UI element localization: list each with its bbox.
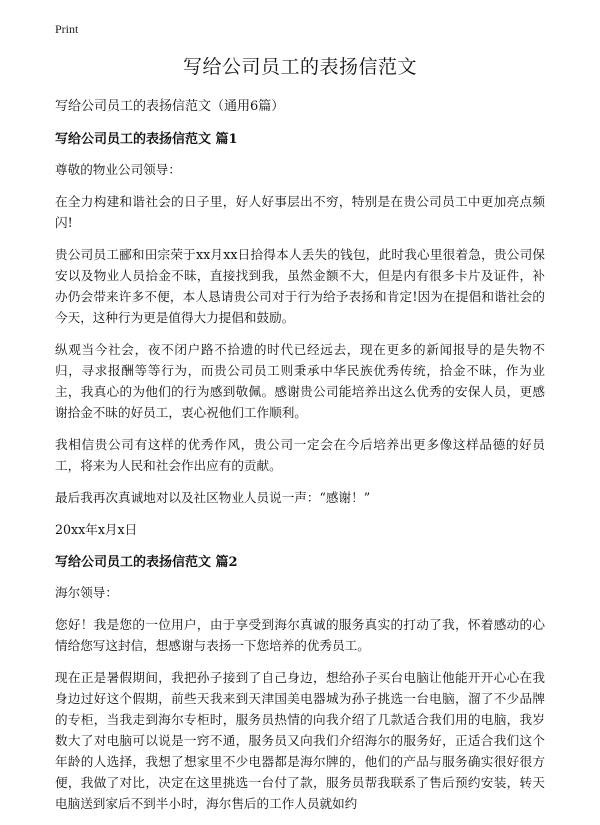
section-1	[55, 128, 545, 540]
paragraph: 现在正是暑假期间，我把孙子接到了自己身边，想给孙子买台电脑让他能开开心心在我身边过好这个假期，前些天我来到天津国美电器城为孙子挑选一台电脑，溜了不少品牌的专柜，当我走到海尔专柜时，服务员热情的向我介绍了几款适合我们用的电脑，我岁数大了对电脑可以说是一窍不通，服务员又向我们介绍海尔的服务好，正适合我们这个年龄的人选择，我想了想家里不少电器都是海尔牌的，他们的产品与服务确实很好很方便，我做了对比，决定在这里挑选一台付了款，服务员帮我联系了售后预约安装，转天电脑送到家后不到半小时，海尔售后的工作人员就如约	[55, 670, 545, 811]
document-subtitle: 写给公司员工的表扬信范文（通用6篇）	[55, 99, 285, 114]
paragraph: 贵公司员工郦和田宗荣于xx月xx日拾得本人丢失的钱包，此时我心里很着急，贵公司保安以及物业人员拾金不昧，直接找到我，虽然金额不大，但是内有很多卡片及证件，补办仍会带来许多不便，本人恳请贵公司对于行为给予表扬和肯定!因为在提倡和谐社会的今天，这种行为更是值得大力提倡和鼓励。	[55, 247, 545, 325]
print-link[interactable]: Print	[55, 22, 79, 36]
section-heading: 写给公司员工的表扬信范文 篇2	[55, 555, 238, 570]
section-heading: 写给公司员工的表扬信范文 篇1	[55, 132, 238, 147]
section-2	[55, 551, 545, 814]
document-page	[55, 52, 545, 825]
paragraph: 纵观当今社会，夜不闭户路不拾遗的时代已经远去，现在更多的新闻报导的是失物不归，寻求报酬等等行为，而贵公司员工则秉承中华民族优秀传统，拾金不昧，作为业主，我真心的为他们的行为感到敬佩。感谢贵公司能培养出这么优秀的安保人员，更感谢拾金不昧的好员工，衷心祝他们工作顺利。	[55, 342, 545, 420]
paragraph: 我相信贵公司有这样的优秀作风，贵公司一定会在今后培养出更多像这样品德的好员工，将来为人民和社会作出应有的贡献。	[55, 437, 545, 473]
paragraph: 最后我再次真诚地对以及社区物业人员说一声：“感谢！”	[55, 490, 371, 505]
paragraph: 在全力构建和谐社会的日子里，好人好事层出不穷，特别是在贵公司员工中更加亮点频闪!	[55, 194, 545, 230]
salutation: 海尔领导：	[55, 585, 118, 600]
paragraph: 您好！我是您的一位用户，由于享受到海尔真诚的服务真实的打动了我，怀着感动的心情给您写这封信，想感谢与表扬一下您培养的优秀员工。	[55, 617, 545, 653]
document-title: 写给公司员工的表扬信范文	[182, 56, 417, 78]
salutation: 尊敬的物业公司领导：	[55, 162, 181, 177]
date-line: 20xx年x月x日	[55, 522, 138, 537]
